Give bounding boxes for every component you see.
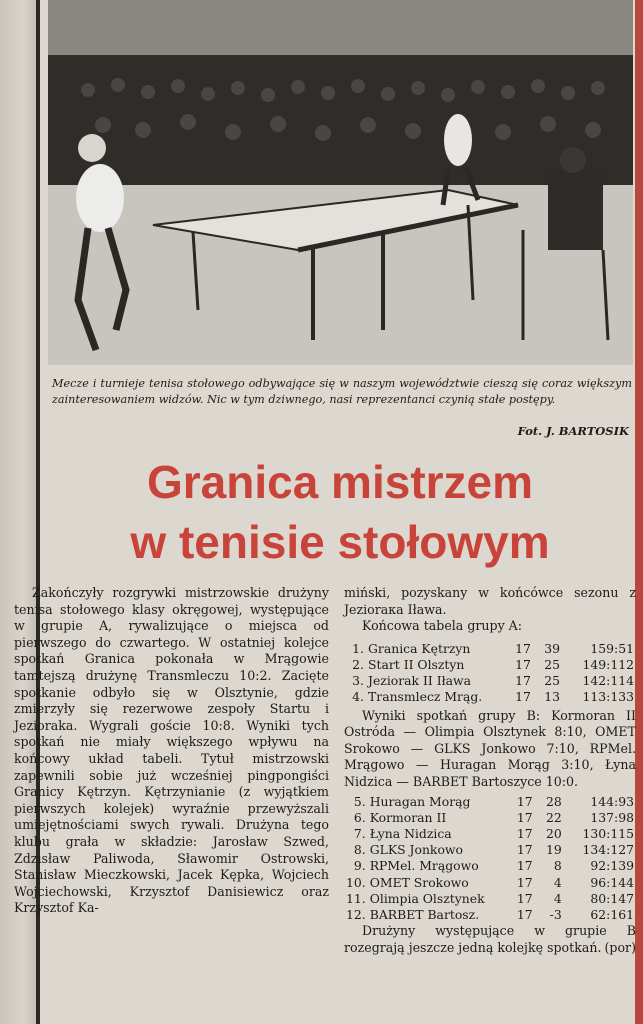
photo-illustration (48, 0, 633, 365)
cell-sets: 149:112 (582, 656, 634, 672)
cell-points: 39 (544, 640, 560, 656)
cell-played: 17 (515, 656, 531, 672)
cell-played: 17 (516, 793, 533, 809)
cell-pos: 8. (353, 842, 366, 858)
cell-pos: 2. (352, 656, 364, 672)
cell-played: 17 (516, 906, 533, 922)
cell-points: 28 (545, 793, 562, 809)
cell-points: 4 (553, 890, 562, 906)
table-row (344, 907, 636, 923)
table-row (344, 858, 636, 874)
table-row (344, 875, 636, 891)
cell-sets: 130:115 (582, 825, 634, 841)
article-continuation: miński, pozyskany w końcówce sezonu z Jeziorака Iława. (344, 585, 636, 617)
cell-points: 4 (553, 874, 562, 890)
cell-sets: 80:147 (590, 890, 634, 906)
table-row (344, 794, 636, 810)
standings-table-a (344, 641, 636, 706)
cell-sets: 142:114 (582, 673, 634, 689)
cell-played: 17 (516, 809, 533, 825)
cell-pos: 1. (352, 640, 364, 656)
cell-sets: 137:98 (590, 809, 634, 825)
table-tennis-photo (48, 0, 633, 365)
cell-pos: 12. (346, 906, 366, 922)
cell-pos: 11. (346, 890, 366, 906)
cell-played: 17 (516, 842, 533, 858)
cell-sets: 159:51 (590, 640, 634, 656)
cell-played: 17 (516, 858, 533, 874)
cell-points: 20 (545, 825, 562, 841)
author-signature: (por) (604, 940, 636, 956)
cell-sets: 96:144 (590, 874, 634, 890)
cell-team: Kormoran II (369, 809, 447, 825)
cell-team: GLKS Jonkowo (369, 842, 463, 858)
cell-points: 13 (544, 689, 560, 705)
cell-sets: 62:161 (590, 906, 634, 922)
cell-pos: 4. (352, 689, 364, 705)
photo-caption: Mecze i turnieje tenisa stołowego odbywające się w naszym województwie cieszą się coraz większym zainteresowaniem widzów. Nic w tym dziwnego, nasi reprezentanci czynią stałe postępy. (52, 377, 632, 406)
table-row (344, 842, 636, 858)
group-b-results: Wyniki spotkań grupy B: Kormoran II Ostróda — Olimpia Olsztynek 8:10, OMET Srokowo — GLKS Jonkowo 7:10, RPMel. Mrągowo — Huragan Morąg 3:10, Łyna Nidzica — BARBET Bartoszyce 10:0. (344, 707, 636, 789)
cell-sets: 113:133 (582, 689, 634, 705)
cell-points: 19 (545, 842, 562, 858)
cell-team: OMET Srokowo (369, 874, 469, 890)
cell-points: 8 (553, 858, 562, 874)
cell-team: Granica Kętrzyn (368, 640, 471, 656)
headline-line-2: w tenisie stołowym (130, 516, 550, 568)
cell-sets: 144:93 (590, 793, 634, 809)
cell-played: 17 (515, 673, 531, 689)
cell-team: Jeziorak II Iława (368, 673, 472, 689)
cell-team: Huragan Morąg (369, 793, 471, 809)
table-row (344, 810, 636, 826)
table-row (344, 826, 636, 842)
cell-pos: 3. (352, 673, 364, 689)
cell-points: -3 (549, 906, 562, 922)
article-headline (60, 452, 620, 572)
closing-paragraph: Drużyny występujące w grupie B rozegrają jeszcze jedną kolejkę spotkań. (344, 923, 636, 955)
cell-pos: 9. (353, 858, 366, 874)
table-row (344, 891, 636, 907)
cell-played: 17 (516, 890, 533, 906)
standings-table-b (344, 794, 636, 924)
cell-team: RPMel. Mrągowo (369, 858, 479, 874)
headline-line-1: Granica mistrzem (146, 456, 534, 508)
table-a-title: Końcowa tabela grupy A: (362, 618, 523, 634)
cell-pos: 6. (353, 809, 366, 825)
red-margin (635, 0, 643, 1024)
cell-played: 17 (515, 640, 531, 656)
cell-pos: 10. (346, 874, 366, 890)
cell-team: Olimpia Olsztynek (369, 890, 485, 906)
cell-team: BARBET Bartosz. (369, 906, 480, 922)
cell-points: 25 (544, 673, 560, 689)
cell-played: 17 (516, 825, 533, 841)
cell-sets: 134:127 (582, 842, 634, 858)
article-paragraph: Zakończyły rozgrywki mistrzowskie drużyny tenisa stołowego klasy okręgowej, występujące w grupie A, rywalizujące o miejsca od pierwszego do czwartego. W ostatniej kolejce spotkań Granica pokonała w Mrągowie tamtejszą drużynę Transmleczu 10:2. Zacięte spotkanie odbyło się w Olsztynie, gdzie zmierzyły się rezerwowe zespoły Startu i Jezioraka. Wygrali goście 10:8. Wyniki tych spotkań nie miały większego wpływu na końcowy układ tabeli. Tytuł mistrzowski zapewnili sobie już wcześniej pingpongiści Granicy Kętrzyn. Kętrzynianie (z wyjątkiem pierwszych kolejek) wyraźnie przewyższali umiejętnościami swych rywali. Drużyna tego klubu grała w składzie: Jarosław Szwed, Zdzisław Paliwoda, Sławomir Ostrowski, Stanisław Mieczkowski, Jacek Kępka, Wojciech Wojciechowski, Krzysztof Danisiewicz oraz Krzysztof Ka- (14, 585, 329, 916)
cell-team: Start II Olsztyn (368, 656, 465, 672)
article-column-right (344, 585, 636, 957)
table-row (344, 641, 636, 657)
cell-points: 25 (544, 656, 560, 672)
cell-played: 17 (516, 874, 533, 890)
table-row (344, 673, 636, 689)
cell-sets: 92:139 (590, 858, 634, 874)
table-row (344, 657, 636, 673)
cell-team: Łyna Nidzica (369, 825, 452, 841)
cell-team: Transmlecz Mrąg. (368, 689, 483, 705)
article-column-left (14, 585, 329, 917)
cell-pos: 5. (353, 793, 366, 809)
cell-pos: 7. (353, 825, 366, 841)
cell-played: 17 (515, 689, 531, 705)
table-row (344, 689, 636, 705)
photo-credit: Fot. J. BARTOSIK (517, 424, 629, 438)
cell-points: 22 (545, 809, 562, 825)
